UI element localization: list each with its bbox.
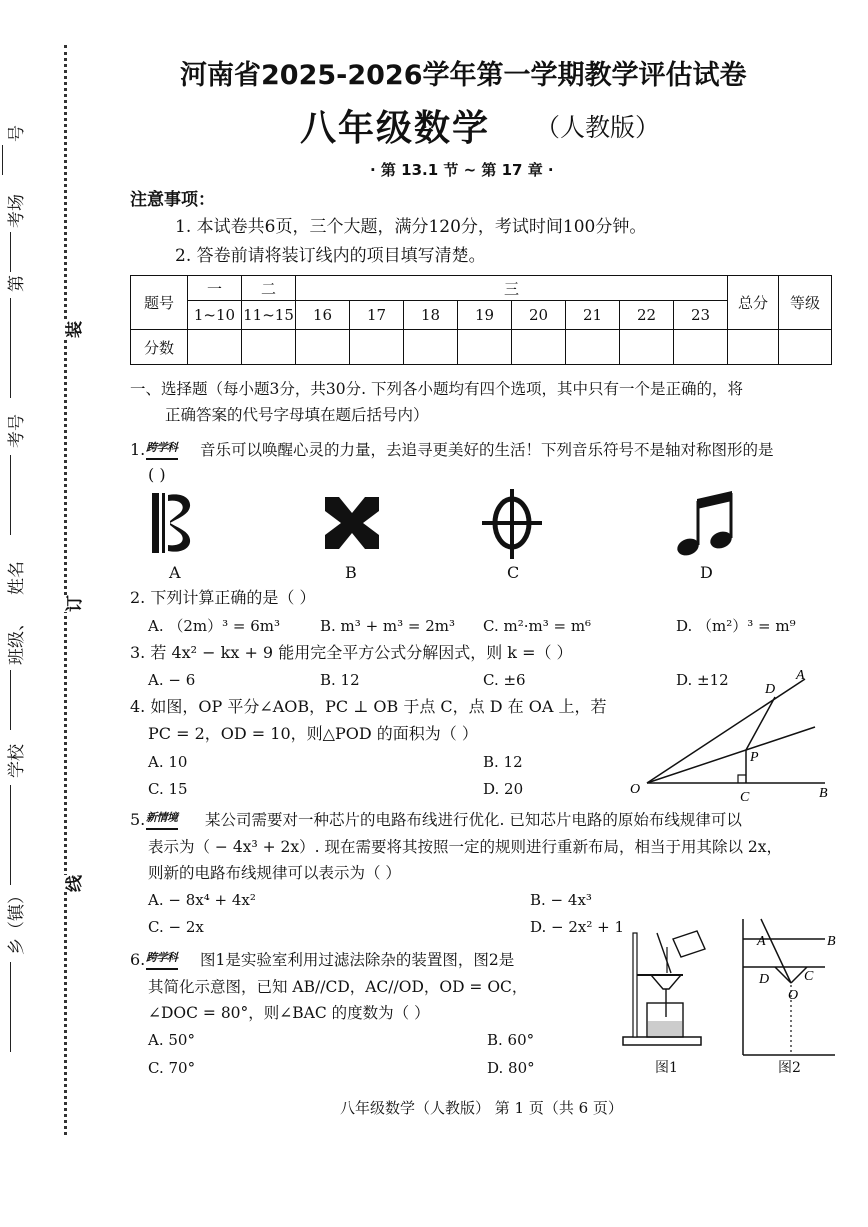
label-xingming: 姓名: [7, 561, 27, 595]
beamed-notes-icon: [675, 491, 734, 558]
q6-fig1-caption: 图1: [655, 1060, 678, 1076]
cell-tihao: 题号: [131, 276, 188, 330]
fig4-label-d: D: [765, 682, 776, 697]
edition-label: （人教版）: [535, 113, 661, 142]
fig4-label-o: O: [630, 782, 641, 797]
label-kaochang: 考场: [7, 194, 27, 228]
q6-text-2: 其简化示意图，已知 AB//CD，AC//OD，OD = OC，: [148, 978, 528, 996]
q6-text-3: ∠DOC = 80°，则∠BAC 的度数为（ ）: [148, 1004, 430, 1022]
fig4-label-c: C: [740, 790, 750, 805]
q1-badge: 跨学科: [146, 438, 178, 460]
kaochang-field[interactable]: [10, 232, 11, 272]
xuexiao-field[interactable]: [10, 785, 11, 885]
q2-option-d: D. （m²）³ = m⁹: [676, 617, 796, 635]
q3-option-c: C. ±6: [483, 671, 526, 689]
cell-q-range: 11~15: [242, 301, 296, 330]
page-footer: 八年级数学（人教版） 第 1 页（共 6 页）: [340, 1099, 623, 1117]
label-di: 第: [7, 275, 27, 292]
cell-fenshu: 分数: [131, 330, 188, 365]
cell-q-range: 1~10: [188, 301, 242, 330]
q1-paren: ( ): [148, 465, 166, 484]
q6-option-c: C. 70°: [148, 1059, 196, 1077]
exam-title: 河南省2025-2026学年第一学期教学评估试卷: [180, 60, 747, 91]
q1-number: 1.: [130, 440, 146, 459]
q2-text: 2. 下列计算正确的是（ ）: [130, 588, 316, 607]
score-cell[interactable]: [188, 330, 242, 365]
double-sharp-icon: [325, 497, 379, 549]
q6-number: 6.: [130, 950, 146, 969]
fig2-label-a: A: [757, 934, 766, 949]
label-kaohao: 考号: [7, 414, 27, 448]
section1-heading: 一、选择题（每小题3分，共30分. 下列各小题均有四个选项，其中只有一个是正确的，将: [130, 380, 743, 398]
hao-field[interactable]: [2, 145, 19, 175]
q3-option-d: D. ±12: [676, 671, 729, 689]
q1-symbols: [140, 485, 760, 565]
q1-option-c: C: [507, 563, 520, 582]
q1-option-b: B: [345, 563, 357, 582]
fig4-label-b: B: [819, 786, 828, 801]
fig2-label-o: O: [788, 988, 799, 1003]
score-cell[interactable]: [404, 330, 458, 365]
banji-field[interactable]: [10, 670, 11, 730]
q4-text-2: PC = 2，OD = 10，则△POD 的面积为（ ）: [148, 724, 478, 743]
label-xiangzhen: 乡（镇）: [7, 887, 27, 955]
score-cell[interactable]: [242, 330, 296, 365]
q5-badge: 新情境: [146, 808, 178, 830]
q5-text-2: 表示为（ − 4x³ + 2x）. 现在需要将其按照一定的规则进行重新布局，相当于用其除以 2x，: [148, 838, 782, 856]
cell-q-num: 19: [458, 301, 512, 330]
q6-figure1: [615, 925, 725, 1060]
cell-q-num: 21: [566, 301, 620, 330]
label-xuexiao: 学校: [7, 744, 27, 778]
label-banji: 班级、: [7, 614, 27, 665]
q6-badge: 跨学科: [146, 948, 178, 970]
fig2-label-d: D: [759, 972, 770, 987]
note-2: 2. 答卷前请将装订线内的项目填写清楚。: [175, 246, 486, 266]
score-cell[interactable]: [458, 330, 512, 365]
q5-option-d: D. − 2x² + 1: [530, 918, 625, 936]
subject-title: 八年级数学: [300, 107, 491, 149]
score-cell[interactable]: [512, 330, 566, 365]
fig4-label-p: P: [750, 750, 759, 765]
kaohao-field[interactable]: [10, 455, 11, 535]
cell-q-num: 23: [674, 301, 728, 330]
q4-figure: [625, 665, 840, 805]
q6-figure2: [735, 915, 845, 1060]
q6-option-b: B. 60°: [487, 1031, 535, 1049]
q4-option-d: D. 20: [483, 780, 524, 798]
q5-option-c: C. − 2x: [148, 918, 204, 936]
q4-option-b: B. 12: [483, 753, 523, 771]
cell-q-num: 22: [620, 301, 674, 330]
alto-clef-icon: [152, 493, 190, 553]
score-cell[interactable]: [296, 330, 350, 365]
binding-xian: 线: [60, 875, 85, 892]
score-cell[interactable]: [728, 330, 779, 365]
q5-text: 某公司需要对一种芯片的电路布线进行优化. 已知芯片电路的原始布线规律可以: [205, 811, 742, 829]
q3-option-b: B. 12: [320, 671, 360, 689]
cell-grade: 等级: [779, 276, 832, 330]
q2-option-b: B. m³ + m³ = 2m³: [320, 617, 456, 635]
xiangzhen-field[interactable]: [10, 962, 11, 1052]
cell-three: 三: [296, 276, 728, 301]
q4-option-a: A. 10: [148, 753, 188, 771]
fig2-label-b: B: [827, 934, 836, 949]
note-1: 1. 本试卷共6页，三个大题，满分120分，考试时间100分钟。: [175, 217, 647, 237]
score-cell[interactable]: [674, 330, 728, 365]
q1-option-d: D: [700, 563, 713, 582]
cell-two: 二: [242, 276, 296, 301]
score-cell[interactable]: [566, 330, 620, 365]
q2-option-c: C. m²·m³ = m⁶: [483, 617, 592, 635]
q5-option-a: A. − 8x⁴ + 4x²: [148, 891, 256, 909]
q6-fig2-caption: 图2: [778, 1060, 801, 1076]
q3-text: 3. 若 4x² − kx + 9 能用完全平方公式分解因式，则 k =（ ）: [130, 643, 573, 662]
coda-icon: [482, 489, 542, 559]
score-cell[interactable]: [779, 330, 832, 365]
cell-q-num: 17: [350, 301, 404, 330]
q3-option-a: A. − 6: [148, 671, 196, 689]
q1-text: 音乐可以唤醒心灵的力量，去追寻更美好的生活！下列音乐符号不是轴对称图形的是: [200, 441, 774, 459]
fig4-label-a: A: [796, 668, 805, 683]
q2-option-a: A. （2m）³ = 6m³: [148, 617, 281, 635]
score-cell[interactable]: [620, 330, 674, 365]
cell-q-num: 20: [512, 301, 566, 330]
q6-option-d: D. 80°: [487, 1059, 535, 1077]
cell-total: 总分: [728, 276, 779, 330]
q1-option-a: A: [169, 563, 181, 582]
binding-dotted-line: [64, 45, 67, 1135]
scope-label: · 第 13.1 节 ~ 第 17 章 ·: [370, 161, 554, 179]
cell-q-num: 16: [296, 301, 350, 330]
q5-number: 5.: [130, 810, 146, 829]
score-cell[interactable]: [350, 330, 404, 365]
binding-zhuang: 装: [60, 321, 85, 338]
q5-text-3: 则新的电路布线规律可以表示为（ ）: [148, 864, 401, 882]
di-field[interactable]: [10, 298, 11, 398]
q4-text: 4. 如图，OP 平分∠AOB，PC ⊥ OB 于点 C，点 D 在 OA 上，若: [130, 697, 607, 716]
fig2-label-c: C: [804, 969, 814, 984]
q6-option-a: A. 50°: [148, 1031, 195, 1049]
score-table: [130, 275, 832, 365]
q6-text: 图1是实验室利用过滤法除杂的装置图，图2是: [200, 951, 515, 969]
binding-ding: 订: [60, 595, 85, 612]
section1-heading-2: 正确答案的代号字母填在题后括号内）: [165, 406, 429, 424]
label-hao: 号: [7, 125, 27, 142]
q5-option-b: B. − 4x³: [530, 891, 592, 909]
cell-q-num: 18: [404, 301, 458, 330]
notes-heading: 注意事项：: [130, 190, 215, 210]
q4-option-c: C. 15: [148, 780, 188, 798]
cell-one: 一: [188, 276, 242, 301]
